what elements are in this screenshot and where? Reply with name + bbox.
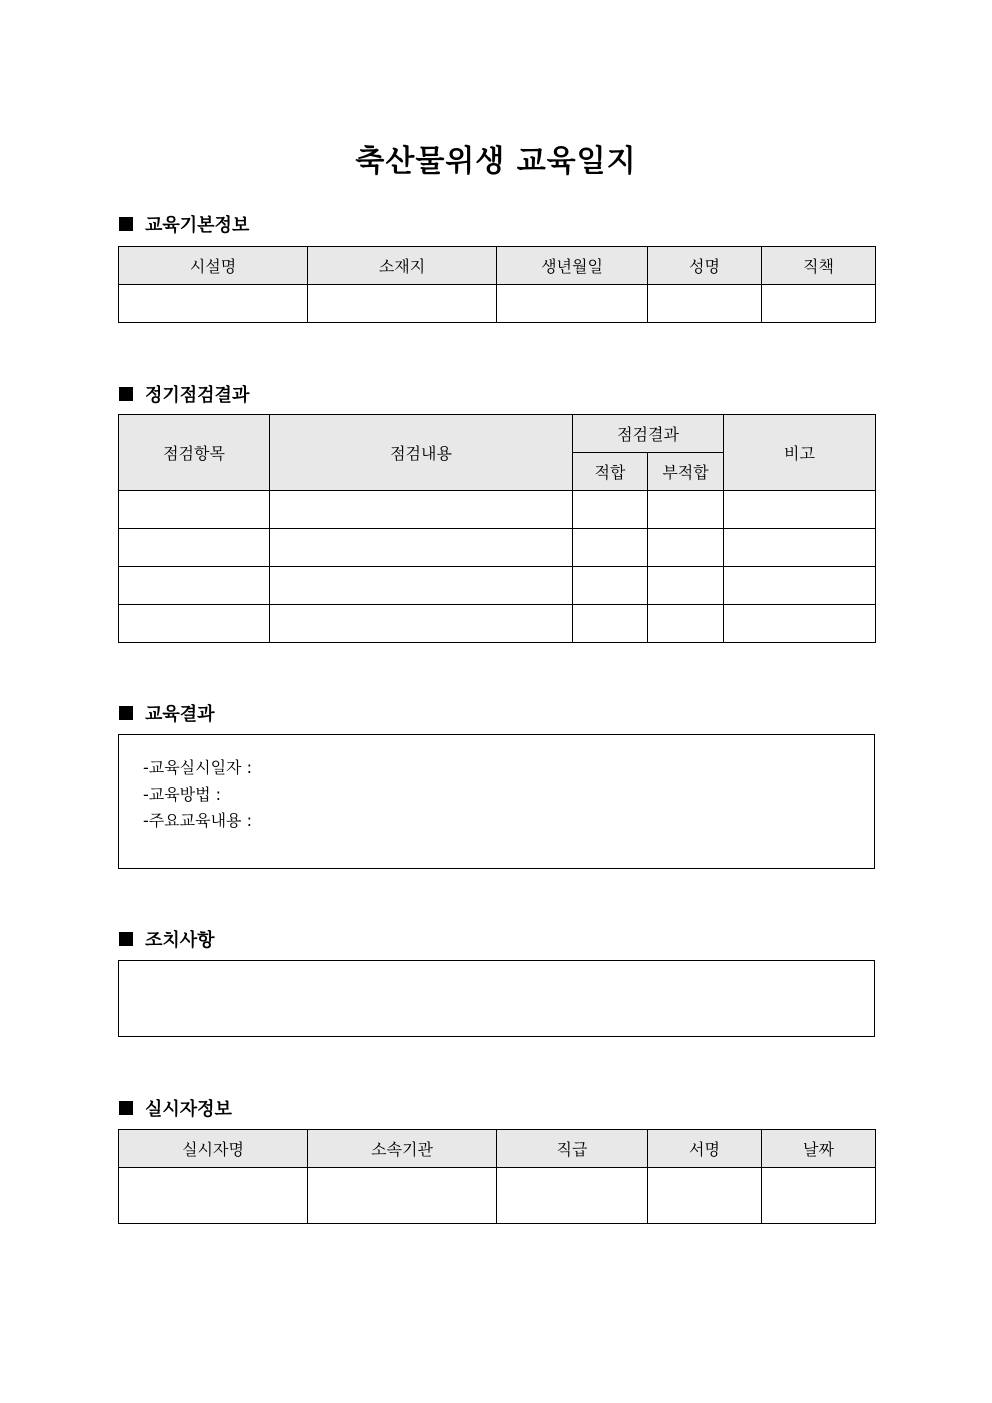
section-title: 실시자정보: [145, 1099, 232, 1120]
header-position: 직책: [762, 247, 876, 285]
header-inspection-result: 점검결과: [573, 415, 724, 453]
location-cell[interactable]: [308, 285, 497, 323]
content-cell[interactable]: [270, 605, 573, 643]
square-bullet-icon: [119, 217, 133, 231]
header-pass: 적합: [573, 453, 648, 491]
education-result-box[interactable]: [118, 734, 875, 869]
instructor-info-table: [118, 1129, 876, 1224]
header-facility-name: 시설명: [119, 247, 308, 285]
fail-cell[interactable]: [648, 605, 724, 643]
header-fail: 부적합: [648, 453, 724, 491]
fail-cell[interactable]: [648, 529, 724, 567]
section-heading-instructor-info: [119, 1096, 232, 1120]
content-cell[interactable]: [270, 491, 573, 529]
affiliation-cell[interactable]: [308, 1168, 497, 1224]
content-cell[interactable]: [270, 567, 573, 605]
education-content-line: -주요교육내용 :: [143, 811, 252, 830]
header-birthdate: 생년월일: [497, 247, 648, 285]
fail-cell[interactable]: [648, 567, 724, 605]
header-instructor-name: 실시자명: [119, 1130, 308, 1168]
section-title: 교육기본정보: [145, 215, 250, 236]
section-title: 교육결과: [145, 704, 215, 725]
section-heading-inspection: [119, 382, 249, 406]
education-method-line: -교육방법 :: [143, 784, 222, 804]
square-bullet-icon: [119, 387, 133, 401]
remarks-cell[interactable]: [724, 529, 876, 567]
item-cell[interactable]: [119, 529, 270, 567]
item-cell[interactable]: [119, 567, 270, 605]
document-title: 축산물위생 교육일지: [355, 144, 637, 179]
facility-name-cell[interactable]: [119, 285, 308, 323]
square-bullet-icon: [119, 706, 133, 720]
pass-cell[interactable]: [573, 491, 648, 529]
table-row: [119, 529, 876, 567]
inspection-table: [118, 414, 876, 643]
actions-box[interactable]: [118, 960, 875, 1037]
section-title: 정기점검결과: [145, 385, 250, 406]
rank-cell[interactable]: [497, 1168, 648, 1224]
name-cell[interactable]: [648, 285, 762, 323]
signature-cell[interactable]: [648, 1168, 762, 1224]
birthdate-cell[interactable]: [497, 285, 648, 323]
header-inspection-content: 점검내용: [270, 415, 573, 491]
header-inspection-item: 점검항목: [119, 415, 270, 491]
table-row: [119, 605, 876, 643]
header-name: 성명: [648, 247, 762, 285]
date-cell[interactable]: [762, 1168, 876, 1224]
position-cell[interactable]: [762, 285, 876, 323]
item-cell[interactable]: [119, 491, 270, 529]
square-bullet-icon: [119, 1101, 133, 1115]
section-heading-actions: [119, 927, 215, 951]
header-remarks: 비고: [724, 415, 876, 491]
remarks-cell[interactable]: [724, 491, 876, 529]
pass-cell[interactable]: [573, 529, 648, 567]
remarks-cell[interactable]: [724, 605, 876, 643]
table-row: [119, 567, 876, 605]
header-affiliation: 소속기관: [308, 1130, 497, 1168]
fail-cell[interactable]: [648, 491, 724, 529]
header-rank: 직급: [497, 1130, 648, 1168]
instructor-name-cell[interactable]: [119, 1168, 308, 1224]
pass-cell[interactable]: [573, 605, 648, 643]
section-title: 조치사항: [145, 930, 215, 951]
square-bullet-icon: [119, 932, 133, 946]
header-location: 소재지: [308, 247, 497, 285]
content-cell[interactable]: [270, 529, 573, 567]
table-row: [119, 491, 876, 529]
header-date: 날짜: [762, 1130, 876, 1168]
header-signature: 서명: [648, 1130, 762, 1168]
item-cell[interactable]: [119, 605, 270, 643]
remarks-cell[interactable]: [724, 567, 876, 605]
section-heading-basic-info: [119, 212, 249, 236]
education-date-line: -교육실시일자 :: [143, 758, 252, 777]
basic-info-table: [118, 246, 876, 323]
pass-cell[interactable]: [573, 567, 648, 605]
section-heading-education-result: [119, 701, 215, 725]
